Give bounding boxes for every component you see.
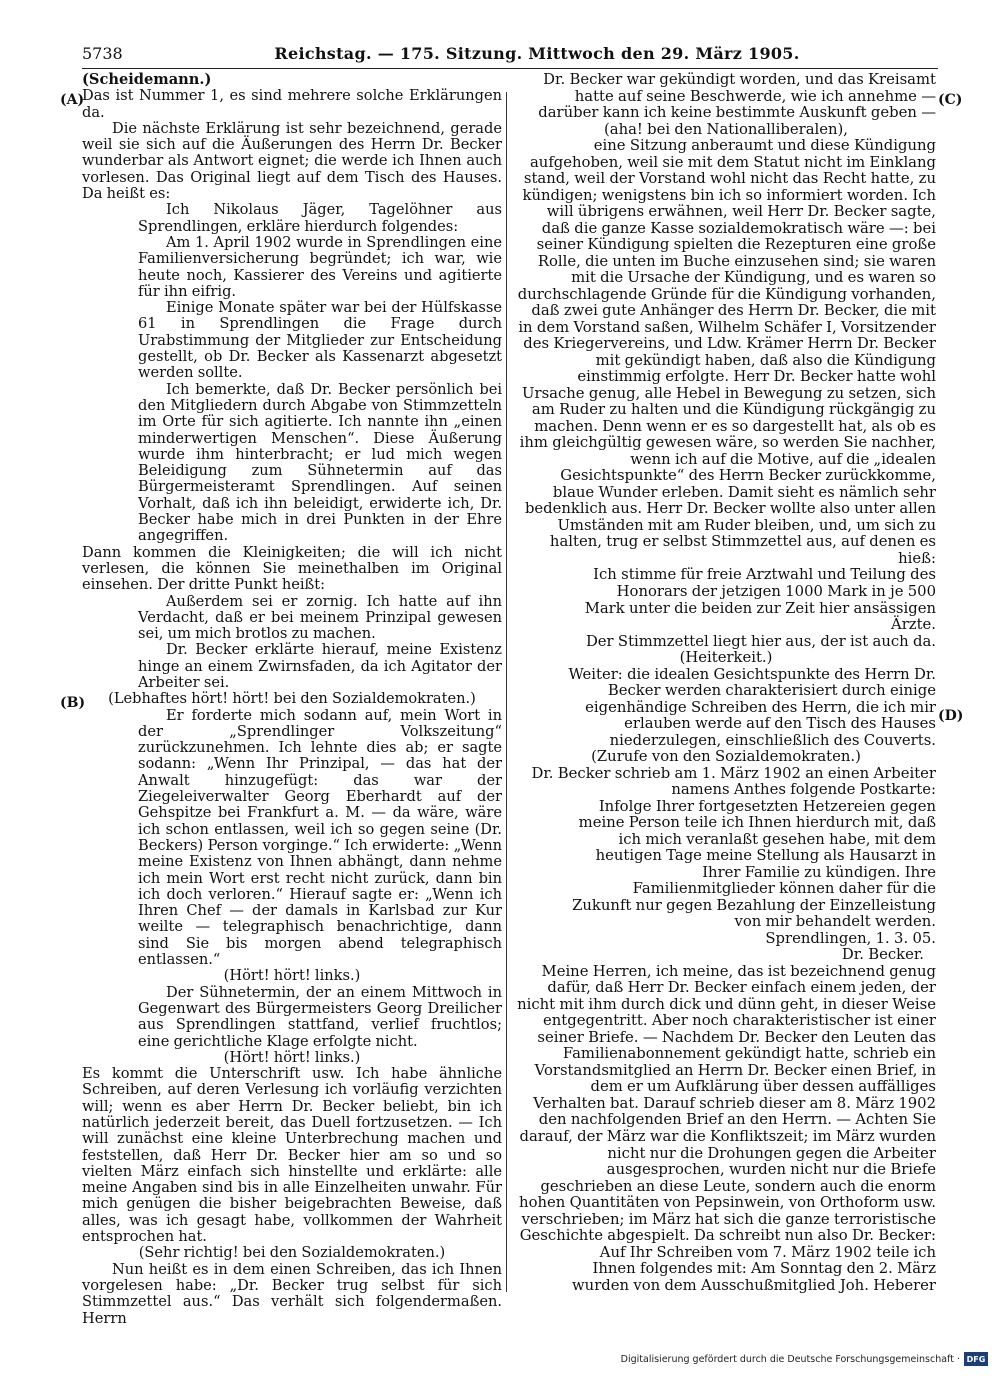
right-column-paragraph: Weiter: die idealen Gesichtspunkte des Herrn Dr. Becker werden charakterisiert durch einige eigenhändige Schreiben des Herrn, die ich mir erlauben werde auf den Tisch des Hauses niederzulegen, einschließlich des Couverts. — [568, 665, 936, 749]
left-column-paragraph: Das ist Nummer 1, es sind mehrere solche Erklärungen da. — [82, 87, 502, 121]
right-column — [516, 72, 948, 1294]
left-column-paragraph: Es kommt die Unterschrift usw. Ich habe ähnliche Schreiben, auf deren Verlesung ich vorläufig verzichten will; wenn es aber Herrn Dr. Becker beliebt, bin ich natürlich jederzeit bereit, das Duell fortzusetzen. — Ich will zunächst eine kleine Unterbrechung machen und feststellen, daß Herr Dr. Becker hier am so und so vielten März einfach sich hinstellte und erklärte: alle meine Angaben sind bis in alle Einzelheiten unwahr. Für mich genügen die bisher beigebrachten Beweise, daß alles, was ich gesagt habe, vollkommen der Wahrheit entsprochen hat. — [82, 1065, 502, 1246]
column-divider — [506, 92, 507, 1292]
margin-marker-d: (D) — [938, 708, 964, 724]
page-header — [82, 44, 932, 66]
left-column-paragraph: (Lebhaftes hört! hört! bei den Sozialdemokraten.) — [108, 690, 476, 708]
right-column-paragraph: eine Sitzung anberaumt und diese Kündigung aufgehoben, weil sie mit dem Statut nicht im Einklang stand, weil der Vorstand wohl nicht das Recht hatte, zu kündigen; wenigstens bin ich so informiert worden. Ich will übrigens erwähnen, weil Herr Dr. Becker sagte, daß die ganze Kasse sozialdemokratisch wäre —: bei seiner Kündigung spielten die Rezepturen eine große Rolle, die unten im Buche einzusehen sind; sie waren mit die Ursache der Kündigung, und es waren so durchschlagende Gründe für die Kündigung vorhanden, daß zwei gute Anhänger des Herrn Dr. Becker, die mit in dem Vorstand saßen, Wilhelm Schäfer I, Vorsitzender des Kriegervereins, und Ldw. Krämer Herrn Dr. Becker mit gekündigt haben, daß also die Kündigung einstimmig erfolgte. Herr Dr. Becker hatte wohl Ursache genug, alle Hebel in Bewegung zu setzen, sich am Ruder zu halten und die Kündigung rückgängig zu machen. Denn wenn er es so dargestellt hat, als ob es ihm gleichgültig gewesen wäre, so werden Sie nachher, wenn ich auf die Motive, auf die „idealen Gesichtspunkte“ des Herrn Becker zurückkomme, blaue Wunder erleben. Damit sieht es nämlich sehr bedenklich aus. Herr Dr. Becker wollte also unter allen Umständen mit am Ruder bleiben, und, um sich zu halten, trug er selbst Stimmzettel aus, auf denen es hieß: — [517, 137, 936, 567]
margin-marker-a: (A) — [60, 92, 85, 108]
left-column-paragraph: Ich Nikolaus Jäger, Tagelöhner aus Sprendlingen, erkläre hierdurch folgendes: — [138, 201, 502, 235]
left-column-paragraph: Er forderte mich sodann auf, mein Wort in der „Sprendlinger Volkszeitung“ zurückzunehmen. Ich lehnte dies ab; er sagte sodann: „Wenn Ihr Prinzipal, — das hat der Anwalt hinzugefügt: das war der Ziegeleiverwalter Georg Eberhardt auf der Gehspitze bei Frankfurt a. M. — da wäre, wäre ich schon entlassen, weil ich so gegen seine (Dr. Beckers) Person vorginge.“ Ich erwiderte: „Wenn meine Existenz von Ihnen abhängt, dann nehme ich mein Wort erst recht nicht zurück, dann bin ich doch verloren.“ Hierauf sagte er: „Wenn ich Ihren Chef — der damals in Karlsbad zur Kur weilte — telegraphisch benachrichtige, dann sind Sie bis morgen abend telegraphisch entlassen.“ — [138, 706, 502, 969]
left-column-paragraph: Die nächste Erklärung ist sehr bezeichnend, gerade weil sie sich auf die Äußerungen des Herrn Dr. Becker wunderbar als Antwort eignet; die werde ich Ihnen auch vorlesen. Das Original liegt auf dem Tisch des Hauses. Da heißt es: — [82, 119, 502, 203]
margin-marker-c: (C) — [938, 92, 963, 108]
left-column-paragraph: Außerdem sei er zornig. Ich hatte auf ihn Verdacht, daß er bei meinem Prinzipal gewesen sei, um mich brotlos zu machen. — [138, 592, 502, 643]
left-column-paragraph: (Hört! hört! links.) — [223, 967, 361, 985]
right-column-paragraph: (Heiterkeit.) — [679, 649, 773, 667]
left-column-paragraph: Dr. Becker erklärte hierauf, meine Existenz hinge an einem Zwirnsfaden, da ich Agitator der Arbeiter sei. — [138, 641, 502, 691]
right-column-paragraph: (aha! bei den Nationalliberalen), — [603, 120, 849, 138]
footer-credit — [621, 1352, 988, 1366]
right-column-paragraph: Ich stimme für freie Arztwahl und Teilung des Honorars der jetzigen 1000 Mark in je 500 Mark unter die beiden zur Zeit hier ansässigen Ärzte. — [584, 566, 936, 634]
left-column-paragraph: Dann kommen die Kleinigkeiten; die will ich nicht verlesen, die können Sie meinethalben im Original einsehen. Der dritte Punkt heißt: — [82, 543, 502, 594]
right-column-paragraph: Dr. Becker schrieb am 1. März 1902 an einen Arbeiter namens Anthes folgende Postkarte: — [531, 764, 936, 799]
header-rule — [82, 68, 938, 69]
running-title: Reichstag. — 175. Sitzung. Mittwoch den 29. März 1905. — [274, 44, 800, 63]
right-column-paragraph: Dr. Becker war gekündigt worden, und das Kreisamt hatte auf seine Beschwerde, wie ich annehme — darüber kann ich keine bestimmte Auskunft geben — — [538, 71, 936, 122]
right-column-paragraph: Der Stimmzettel liegt hier aus, der ist auch da. — [585, 632, 936, 650]
right-column-paragraph: Auf Ihr Schreiben vom 7. März 1902 teile ich Ihnen folgendes mit: Am Sonntag den 2. März wurden von dem Ausschußmitglied Joh. Heberer — [572, 1243, 936, 1294]
left-column-paragraph: Am 1. April 1902 wurde in Sprendlingen eine Familienversicherung begründet; ich war, wie heute noch, Kassierer des Vereins und agitierte für ihn eifrig. — [138, 233, 502, 300]
footer-text: Digitalisierung gefördert durch die Deutsche Forschungsgemeinschaft · — [620, 1353, 960, 1365]
right-column-paragraph: (Zurufe von den Sozialdemokraten.) — [591, 748, 861, 766]
left-column-paragraph: (Sehr richtig! bei den Sozialdemokraten.) — [138, 1244, 446, 1262]
page-number: 5738 — [82, 44, 123, 63]
right-column-paragraph: Infolge Ihrer fortgesetzten Hetzereien gegen meine Person teile ich Ihnen hierdurch mit, daß ich mich veranlaßt gesehen habe, mit dem heutigen Tage meine Stellung als Hausarzt in Ihrer Familie zu kündigen. Ihre Familienmitglieder können daher für die Zukunft nur gegen Bezahlung der Einzelleistung von mir behandelt werden. — [572, 797, 936, 931]
right-column-paragraph: Meine Herren, ich meine, das ist bezeichnend genug dafür, daß Herr Dr. Becker einfach einem jeden, der nicht mit ihm durch dick und dünn geht, in dieser Weise entgegentritt. Aber noch charakteristischer ist einer seiner Briefe. — Nachdem Dr. Becker den Leuten das Familienabonnement gekündigt hatte, schrieb ein Vorstandsmitglied an Herrn Dr. Becker einen Brief, in dem er um Aufklärung über dessen auffälliges Verhalten bat. Darauf schrieb dieser am 8. März 1902 den nachfolgenden Brief an den Herrn. — Achten Sie darauf, der März war die Konfliktszeit; im März wurden nicht nur die Drohungen gegen die Arbeiter ausgesprochen, wurden nicht nur die Briefe geschrieben an diese Leute, sondern auch die enorm hohen Quantitäten von Pepsinwein, von Orthoform usw. verschrieben; im März hat sich die ganze terroristische Geschichte abgespielt. Da schreibt nun also Dr. Becker: — [517, 962, 936, 1245]
left-column-paragraph: Der Sühnetermin, der an einem Mittwoch in Gegenwart des Bürgermeisters Georg Dreilicher aus Sprendlingen stattfand, verlief fruchtlos; eine gerichtliche Klage erfolgte nicht. — [138, 983, 502, 1050]
margin-marker-b: (B) — [60, 695, 86, 711]
left-column-paragraph: (Hört! hört! links.) — [223, 1048, 361, 1066]
right-column-paragraph: Dr. Becker. — [841, 946, 924, 964]
left-column-paragraph: Nun heißt es in dem einen Schreiben, das ich Ihnen vorgelesen habe: „Dr. Becker trug selbst für sich Stimmzettel aus.“ Das verhält sich folgendermaßen. Herrn — [82, 1260, 502, 1327]
right-column-paragraph: Sprendlingen, 1. 3. 05. — [765, 929, 936, 947]
left-column-paragraph: Einige Monate später war bei der Hülfskasse 61 in Sprendlingen die Frage durch Urabstimmung der Mitglieder zur Entscheidung gestellt, ob Dr. Becker als Kassenarzt abgesetzt werden sollte. — [138, 299, 502, 382]
left-column-paragraph: Ich bemerkte, daß Dr. Becker persönlich bei den Mitgliedern durch Abgabe von Stimmzetteln im Orte für sich agitierte. Ich nannte ihn „einen minderwertigen Menschen“. Diese Äußerung wurde ihm hinterbracht; er lud mich wegen Beleidigung zum Sühnetermin auf das Bürgermeisteramt Sprendlingen. Auf seinen Vorhalt, daß ich ihn beleidigt, erwiderte ich, Dr. Becker habe mich in drei Punkten in der Ehre angegriffen. — [138, 380, 502, 545]
dfg-logo: DFG — [964, 1352, 988, 1366]
left-column — [82, 72, 502, 1327]
left-column-paragraph: (Scheidemann.) — [82, 71, 212, 88]
